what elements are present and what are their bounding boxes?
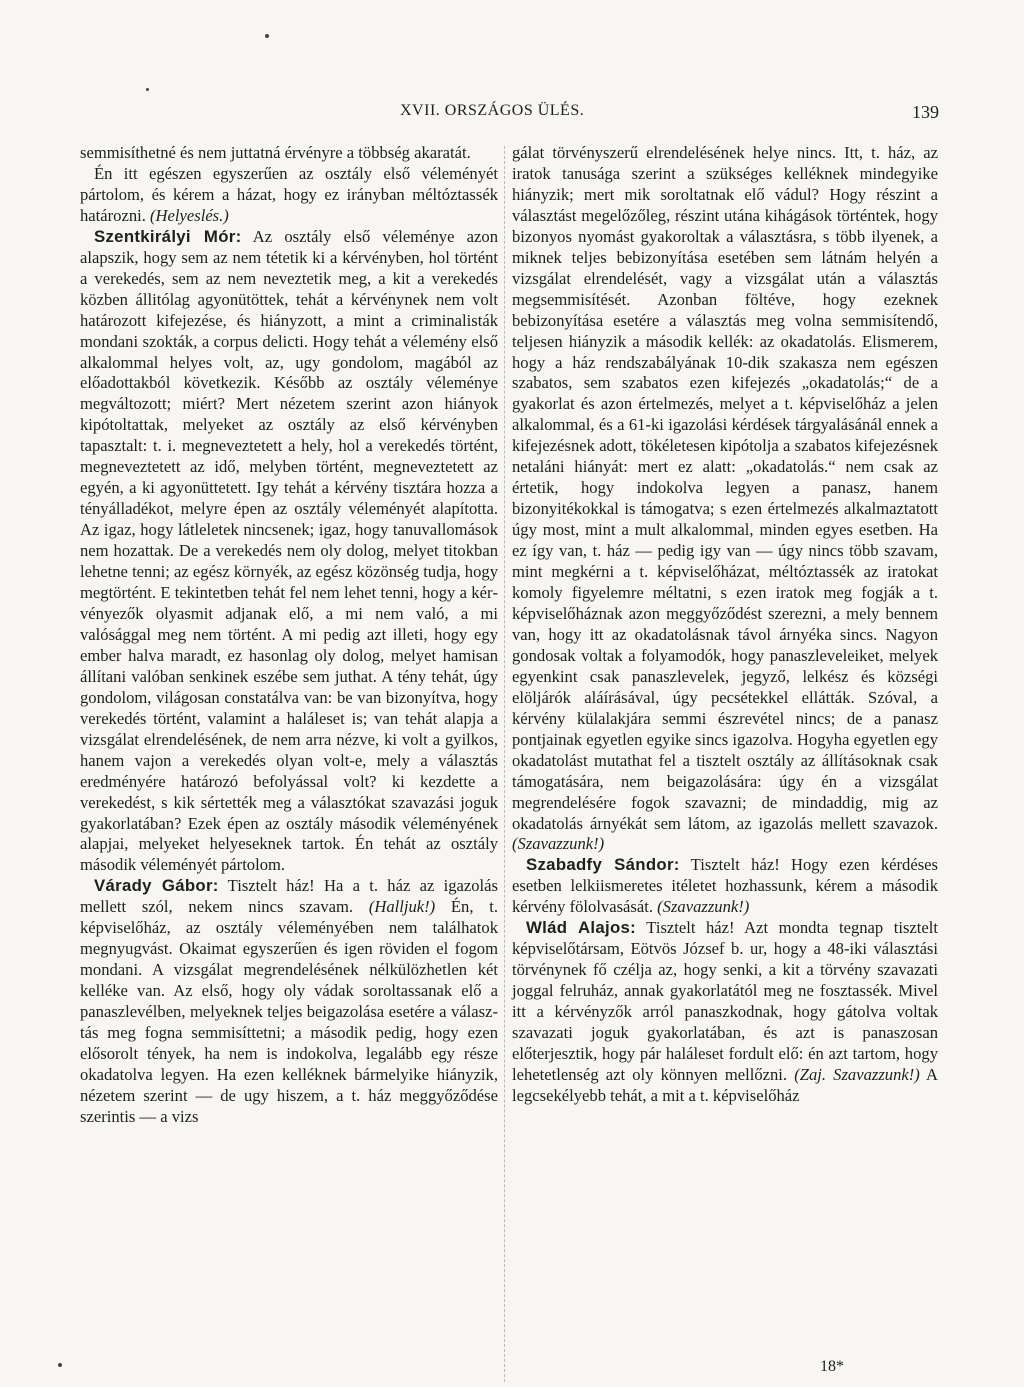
speaker-name: Várady Gábor:: [94, 876, 219, 896]
running-title: XVII. ORSZÁGOS ÜLÉS.: [400, 102, 585, 119]
left-column: [80, 143, 498, 1128]
speech-paragraph: [512, 918, 938, 1107]
interjection: (Szavazzunk!): [512, 834, 605, 854]
speech-text: Az osztály első véleménye azon alapszik, hogy sem az nem tétetik ki a kérvényben, hol történt a verekedés, sem az nem neveztetik meg, a kit a verekedés közben állitólag agyonütöttek, tehát a kérvénynek nem volt határozott kifejezése, és hiányzott, a mint a criminalisták mondani szokták, a corpus delicti. Hogy tehát a vélemény első alkalommal helyes volt, az, ugy gondolom, magából az előadottakból következik. Később az osztály véleménye megváltozott; miért? Mert nézetem szerint azon hiányok kipótoltattak, melyeket az osztály az első kérvényben tapasztalt: t. i. megneveztetett a hely, hol a verekedés történt, megneveztetett az idő, melyben történt, megneveztetett az egyén, a ki agyonüttetett. Igy tehát a kérvény tisztára hozza a tényálladékot, melyre épen az osztály véleményét alapította. Az igaz, hogy látleletek nincsenek; igaz, hogy tanuvallomások nem hozattak. De a verekedés nem oly dolog, melyet titokban lehetne tenni; az egész környék, az egész közönség tudja, hogy megtörtént. E tekintetben tehát fel nem lehet tenni, hogy a kérvényezők olyasmit adjanak elő, a mi nem való, a mi valósággal meg nem történt. A mi pedig azt illeti, hogy egy ember halva maradt, ez hasonlag oly dolog, melyet hamisan állítani valóban senkinek eszébe sem juthat. A tény tehát, úgy gondolom, világosan constatálva van: be van bizonyítva, hogy verekedés történt, valamint a haláleset is; van tehát alapja a vizsgálat elrendelésének, de nem arra nézve, ki volt a gyilkos, hanem vajon a verekedés olyan volt-e, mely a választás eredményére határozó befolyással volt? ki kezdette a verekedést, s kik sértették meg a választókat szavazási joguk gyakorlatában? Ezek épen az osztály második véleményének alapjai, melyeket helyeseknek tartok. Én tehát az osztály második véleményét pártolom.: [80, 226, 498, 875]
signature-mark: 18*: [820, 1358, 844, 1375]
column-divider: [504, 146, 505, 1382]
speaker-name: Szabadfy Sándor:: [526, 855, 680, 875]
interjection: (Helyeslés.): [150, 205, 229, 225]
speech-text: Tisztelt ház! Hogy ezen kérdéses esetben lelkiismeretes itéletet hozhassunk, kérem a második kérvény fölolvasását.: [512, 855, 939, 917]
speech-paragraph: [80, 876, 498, 1127]
speech-text: Tisztelt ház! Azt mondta tegnap tisztelt képviselőtársam, Eötvös József b. ur, hogy a 48-iki választási törvénynek fő czélja az, hogy senki, a kit a törvény szavazati joggal felruház, annak gyakorlatától meg ne fosztassék. Mivel itt a kérvényzők arról panaszkodnak, hogy gátolva voltak szavazati joguk gyakorlatában, és azt is panaszosan előterjesztik, hogy pár haláleset fordult elő: én azt tartom, hogy lehetetlenség azt oly könnyen mellőzni.: [512, 918, 938, 1084]
paragraph: [512, 143, 938, 855]
speaker-name: Szentkirályi Mór:: [94, 226, 242, 246]
speech-text: Tisztelt ház! Ha a t. ház az igazolás mellett szól, nekem nincs szavam.: [80, 876, 498, 917]
print-speck: [146, 88, 149, 91]
paragraph: [80, 164, 498, 227]
page-number: 139: [912, 102, 939, 122]
interjection: (Zaj. Szavazzunk!): [794, 1064, 920, 1084]
print-speck: [58, 1363, 62, 1367]
page-header: [0, 102, 1024, 128]
right-column: [512, 143, 938, 1107]
paragraph-text: gálat törvényszerű elrendelésének helye nincs. Itt, t. ház, az iratok tanusága szerint a szükséges kelléknek mindegyike hiányzik; mert mik soroltatnak elő vádul? Hogy részint a választást megelőzőleg, részint utána kihágások történtek, hogy bizonyos nyomást gyakoroltak a választásra, s több ilyenek, a miknek teljes bebizonyítása esetében sem látnám helyén a vizsgálat elrendelését, vagy a vizsgálat után a választás megsemmisítését. Azonban föltéve, hogy ezeknek bebizonyítása esetére a választás meg volna semmisítendő, teljesen hiányzik a második kellék: az okadatolás. Elismerem, hogy a ház rendszabályának 10-dik szakasza nem egészen szabatos, sem szabatos ezen kifejezés „okadatolás;“ de a gyakorlat és azon értelmezés, melyet a t. képviselőház a jelen alkalommal, és a 61-ki igazolási kérdések tárgyalásánál ennek a kifejezésnek adott, tökéletesen kipótolja a szabatos kifejezésnek netaláni hiányát: mert ez alatt: „okadatolás.“ nem csak az értetik, hogy indokolva legyen a panasz, hanem bizonyitékokkal is támogatva; s ezen értelmezés alkalmaztatott úgy most, mint a mult alkalommal, minden egyes esetben. Ha ez így van, t. ház — pedig igy van — úgy nincs több szavam, mint megkérni a t. képviselőházat, méltóztassék az iratokat komoly figyelemre méltatni, s ezen iratok meg fogják a t. képviselőháznak azon meggyőződést szerezni, a mely bennem van, hogy itt az okadatolásnak távol árnyéka sincs. Nagyon gondosak voltak a folyamodók, hogy panaszleveleiket, melyek egyenkint csak panaszlevelek, jegyző, lelkész és községi elöljárók aláírásával, úgy pecsétekkel ellátták. Szóval, a kérvény külalakjára semmi észrevétel nincs; de a panasz pontjainak egyetlen egyike sincs igazolva. Hogyha egyetlen egy okadatolást mutathat fel a tisztelt osztály az állításoknak csak támogatására, nem beigazolására: úgy én a vizsgálat megrendelésére fogok szavazni; de mindaddig, mig az okadatolás árnyékát sem látom, az igazolás mellett szavazok.: [512, 143, 938, 833]
speech-paragraph: [80, 227, 498, 877]
speaker-name: Wlád Alajos:: [526, 918, 637, 938]
print-speck: [265, 34, 269, 38]
speech-paragraph: [512, 855, 938, 918]
interjection: (Halljuk!): [368, 897, 436, 917]
interjection: (Szavazzunk!): [657, 897, 750, 917]
speech-text-continued: Én, t. képviselőház, az osztály véleményében nem találhatok megnyugvást. Okaimat egyszerűen és igen röviden el fogom mondani. A vizsgálat megrendelésének nélkülözhetlen két kelléke van. Az első, hogy oly vádak soroltassanak elő a panaszlevélben, melyeknek teljes beigazolása esetére a választás meg fogna semmisíttetni; a második pedig, hogy ezen elősorolt tények, ha nem is indokolva, legalább egy része okadatolva legyen. Ha ezen kelléknek bármelyike hiányzik, nézetem szerint — de ugy hiszem, a t. ház meggyőződése szerintis — a vizs: [80, 897, 498, 1126]
paragraph: [80, 143, 498, 164]
paragraph-text: semmisíthetné és nem juttatná érvényre a többség akaratát.: [80, 143, 471, 162]
speech-text-continued: A legcsekélyebb tehát, a mit a t. képviselőház: [512, 1064, 938, 1105]
paragraph-text: Én itt egészen egyszerűen az osztály első véleményét pártolom, és kérem a házat, hogy ez irányban méltóztassék határozni.: [80, 163, 498, 225]
